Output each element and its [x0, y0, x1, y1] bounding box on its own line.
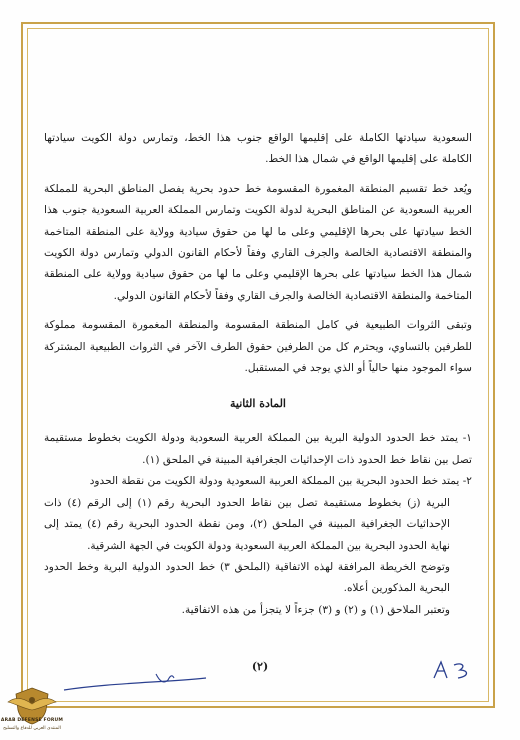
signature-right-icon [432, 660, 476, 680]
paragraph-1: السعودية سيادتها الكاملة على إقليمها الواقع جنوب هذا الخط، وتمارس دولة الكويت سيادتها الكاملة على إقليمها الواقع في شمال هذا الخط. [44, 132, 472, 166]
logo-name: ARAB DEFENSE FORUM [0, 718, 64, 723]
page-number: (٢) [251, 660, 269, 673]
article-item-2-first-line: ٢- يمتد خط الحدود البحرية بين المملكة العربية السعودية ودولة الكويت من نقطة الحدود [89, 475, 472, 488]
annexes-note: وتعتبر الملاحق (١) و (٢) و (٣) جزءاً لا يتجزأ من هذه الاتفاقية. [181, 603, 450, 616]
signature-left-icon [60, 662, 210, 702]
article-item-2-continuation: البرية (ز) بخطوط مستقيمة تصل بين نقاط الحدود البحرية رقم (١) إلى الرقم (٤) ذات الإحداثيات الجغرافية المبينة في الملحق (٢)، ومن نقطة الحدود البحرية رقم (٤) يمتد إلى نهاية الحدود البحرية بين المملكة العربية السعودية ودولة الكويت في الجهة الشرقية. [44, 496, 451, 552]
logo-subtitle: المنتدى العربي للدفاع والتسليح [3, 726, 61, 731]
paragraph-3: وتبقى الثروات الطبيعية في كامل المنطقة المقسومة والمنطقة المغمورة المقسومة مملوكة للطرفين بالتساوي، ويحترم كل من الطرفين حقوق الطرف الآخر في الثروات الطبيعية المشتركة سواء الموجود منها حالياً أو الذي يوجد في المستقبل. [44, 319, 472, 375]
map-annex-note: وتوضح الخريطة المرافقة لهذه الاتفاقية (الملحق ٣) خط الحدود الدولية البرية وخط الحدود البحرية المذكورين أعلاه. [44, 560, 451, 595]
article-heading: المادة الثانية [230, 397, 286, 411]
article-item-1: ١- يمتد خط الحدود الدولية البرية بين المملكة العربية السعودية ودولة الكويت بخطوط مستقيمة تصل بين نقاط خط الحدود ذات الإحداثيات الجغرافية المبينة في الملحق (١). [44, 432, 472, 466]
document-body [44, 128, 472, 621]
paragraph-2: ويُعد خط تقسيم المنطقة المغمورة المقسومة خط حدود بحرية يفصل المناطق البحرية للمملكة العربية السعودية عن المناطق البحرية لدولة الكويت وتمارس المملكة العربية السعودية جنوب هذا الخط سيادتها على بحرها الإقليمي وعلى ما لها من حقوق سيادية وولاية على المنطقة المتاخمة والمنطقة الاقتصادية الخالصة والجرف القاري وفقاً لأحكام القانون الدولي وتمارس دولة الكويت شمال هذا الخط سيادتها على بحرها الإقليمي وعلى ما لها من حقوق سيادية وولاية على المنطقة المتاخمة والمنطقة الاقتصادية الخالصة والجرف القاري وفقاً لأحكام القانون الدولي. [44, 182, 472, 302]
